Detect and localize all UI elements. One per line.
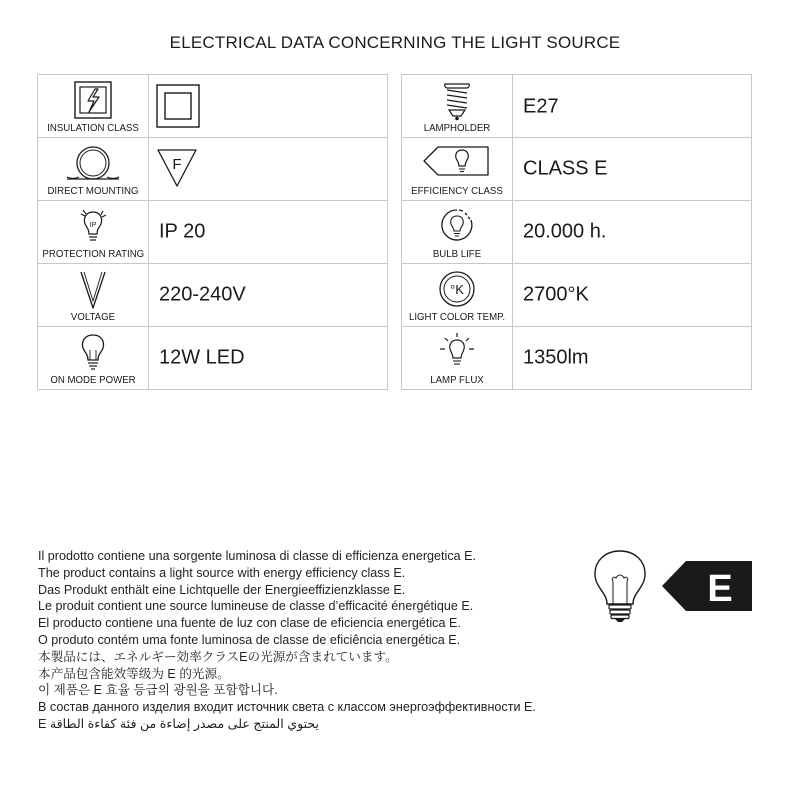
note-korean: 이 제품은 E 효율 등급의 광원을 포함합니다. [38,683,278,698]
voltage-icon [73,269,113,311]
note-arabic: يحتوي المنتج على مصدر إضاءة من فئة كفاءة الطاقة E [38,716,320,731]
direct-mounting-value-cell [149,138,388,201]
table-row [402,327,752,390]
efficiency-class-icon [422,143,492,183]
efficiency-class-cell [402,138,513,201]
f-triangle-icon [155,146,199,190]
bulb-life-icon [437,206,477,246]
icon-label: INSULATION CLASS [47,122,139,134]
on-mode-power-cell [38,327,149,390]
lampholder-value-cell [513,75,752,138]
note-italian: Il prodotto contiene una sorgente luminosa di classe di efficienza energetica E. [38,549,477,563]
filament-bulb-icon [592,548,648,624]
icon-label: DIRECT MOUNTING [47,185,139,197]
table-row [38,75,388,138]
energy-class-badge [662,561,752,611]
energy-class-letter: E [707,568,733,610]
protection-rating-icon [73,206,113,246]
lampholder-value: E27 [523,95,559,118]
color-temperature-icon [437,269,477,309]
ip-mark-text: IP [89,222,97,229]
lampholder-cell [402,75,513,138]
bulb-icon [73,332,113,372]
electrical-data-table-left [37,74,388,390]
table-row [38,138,388,201]
icon-label: LIGHT COLOR TEMP. [408,311,506,323]
table-row [38,264,388,327]
on-mode-power-value: 12W LED [159,346,245,369]
lamp-flux-value: 1350lm [523,346,589,369]
page-title: ELECTRICAL DATA CONCERNING THE LIGHT SOURCE [169,33,621,52]
voltage-cell [38,264,149,327]
energy-class-notes [38,548,598,733]
electrical-data-table-right [401,74,752,390]
lamp-flux-cell [402,327,513,390]
insulation-class-value-cell [149,75,388,138]
bulb-life-value-cell [513,201,752,264]
icon-label: LAMPHOLDER [423,122,491,134]
insulation-class-cell [38,75,149,138]
icon-label: EFFICIENCY CLASS [411,185,503,197]
f-mark-text: F [172,156,182,173]
table-row [38,201,388,264]
icon-label: LAMP FLUX [430,374,484,386]
lamp-flux-icon [435,332,479,372]
note-chinese: 本产品包含能效等级为 E 的光源。 [38,666,230,681]
table-row [402,201,752,264]
light-color-temp-value-cell [513,264,752,327]
voltage-value-cell [149,264,388,327]
light-color-temp-cell [402,264,513,327]
light-color-temp-value: 2700°K [523,283,589,306]
on-mode-power-value-cell [149,327,388,390]
protection-rating-value-cell [149,201,388,264]
lampholder-icon [437,80,477,122]
kelvin-mark-text: °K [450,282,464,297]
efficiency-class-value: CLASS E [523,157,608,180]
direct-mounting-icon [63,143,123,183]
direct-mounting-cell [38,138,149,201]
table-row [402,264,752,327]
table-row [402,75,752,138]
icon-label: BULB LIFE [432,248,482,260]
insulation-class-icon [73,80,113,120]
note-japanese: 本製品には、エネルギー効率クラスEの光源が含まれています。 [38,649,398,664]
efficiency-class-value-cell [513,138,752,201]
table-row [402,138,752,201]
note-french: Le produit contient une source lumineuse de classe d’efficacité énergétique E. [38,599,474,614]
note-russian: В состав данного изделия входит источник света с классом энергоэффективности E. [38,700,536,715]
lamp-flux-value-cell [513,327,752,390]
note-german: Das Produkt enthält eine Lichtquelle der Energieeffizienzklasse E. [38,582,406,597]
icon-label: VOLTAGE [70,311,116,323]
protection-rating-cell [38,201,149,264]
table-row [38,327,388,390]
bulb-life-cell [402,201,513,264]
note-spanish: El producto contiene una fuente de luz con clase de eficiencia energética E. [38,616,461,631]
bulb-life-value: 20.000 h. [523,220,607,243]
icon-label: ON MODE POWER [50,374,136,386]
note-portuguese: O produto contém uma fonte luminosa de classe de eficiência energética E. [38,632,461,647]
voltage-value: 220-240V [159,283,246,306]
class-ii-square-icon [155,83,203,131]
protection-rating-value: IP 20 [159,220,206,243]
note-english: The product contains a light source with energy efficiency class E. [38,565,406,580]
icon-label: PROTECTION RATING [42,248,145,260]
